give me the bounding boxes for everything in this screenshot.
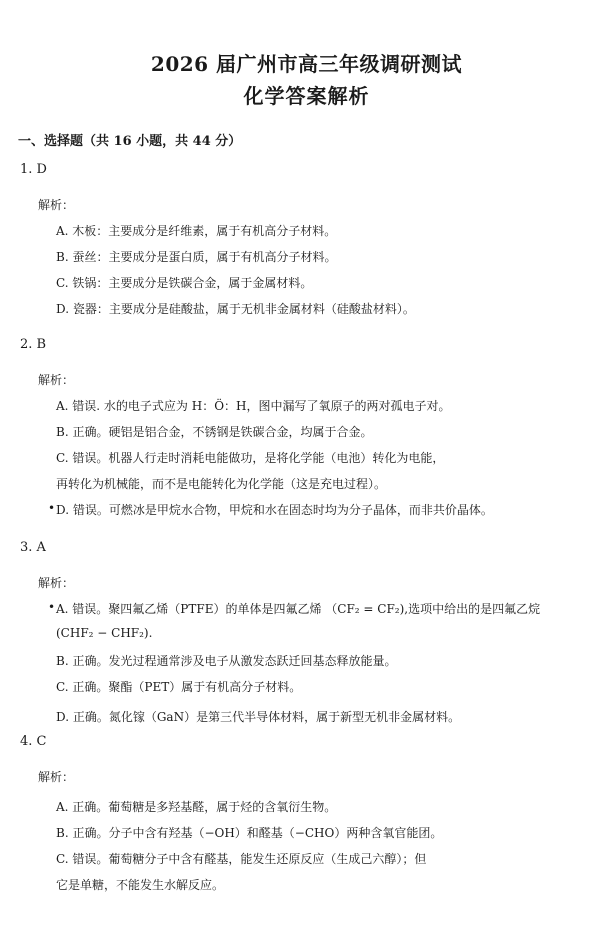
section-heading: 一、选择题（共 16 小题，共 44 分） — [18, 134, 242, 149]
question-2-option-a: A. 错误. 水的电子式应为 H：Ö：H，图中漏写了氧原子的两对孤电子对。 — [56, 399, 451, 413]
question-1-option-a: A. 木板：主要成分是纤维素，属于有机高分子材料。 — [56, 224, 337, 238]
question-2-option-b: B. 正确。硬铝是铝合金，不锈钢是铁碳合金，均属于合金。 — [56, 425, 373, 439]
question-4-option-a: A. 正确。葡萄糖是多羟基醛，属于烃的含氧衍生物。 — [56, 800, 337, 814]
question-1-answer: 1. D — [20, 162, 47, 177]
question-3-option-b: B. 正确。发光过程通常涉及电子从激发态跃迁回基态释放能量。 — [56, 654, 397, 668]
question-2-analysis-label: 解析： — [38, 373, 75, 387]
question-3-option-a-continued: (CHF₂ − CHF₂). — [56, 626, 153, 640]
question-4-option-c: C. 错误。葡萄糖分子中含有醛基，能发生还原反应（生成己六醇）；但 — [56, 852, 427, 866]
question-1-option-b: B. 蚕丝：主要成分是蛋白质，属于有机高分子材料。 — [56, 250, 337, 264]
question-1-analysis-label: 解析： — [38, 198, 75, 212]
question-2-option-c: C. 错误。机器人行走时消耗电能做功，是将化学能（电池）转化为电能， — [56, 451, 445, 465]
question-3-answer: 3. A — [20, 540, 46, 555]
question-3-option-c: C. 正确。聚酯（PET）属于有机高分子材料。 — [56, 680, 302, 694]
question-3-analysis-label: 解析： — [38, 576, 75, 590]
question-2-option-c-continued: 再转化为机械能，而不是电能转化为化学能（这是充电过程）。 — [56, 477, 387, 491]
question-3-option-d: D. 正确。氮化镓（GaN）是第三代半导体材料，属于新型无机非金属材料。 — [56, 710, 461, 724]
question-1-option-d: D. 瓷器：主要成分是硅酸盐，属于无机非金属材料（硅酸盐材料）。 — [56, 302, 415, 316]
page-subtitle: 化学答案解析 — [243, 84, 370, 108]
question-4-analysis-label: 解析： — [38, 770, 75, 784]
question-2-option-d: D. 错误。可燃冰是甲烷水合物，甲烷和水在固态时均为分子晶体，而非共价晶体。 — [56, 503, 493, 517]
question-3-option-a: A. 错误。聚四氟乙烯（PTFE）的单体是四氟乙烯 （CF₂ = CF₂),选项中给出的是四氟乙烷 — [56, 602, 541, 616]
question-4-answer: 4. C — [20, 734, 47, 749]
bullet-marker: • — [48, 600, 56, 614]
page-title: 2026 届广州市高三年级调研测试 — [150, 52, 463, 76]
question-4-option-c-continued: 它是单糖，不能发生水解反应。 — [56, 878, 225, 892]
question-4-option-b: B. 正确。分子中含有羟基（−OH）和醛基（−CHO）两种含氧官能团。 — [56, 826, 443, 840]
question-1-option-c: C. 铁锅：主要成分是铁碳合金，属于金属材料。 — [56, 276, 313, 290]
question-2-answer: 2. B — [20, 337, 47, 352]
bullet-marker: • — [48, 501, 56, 515]
